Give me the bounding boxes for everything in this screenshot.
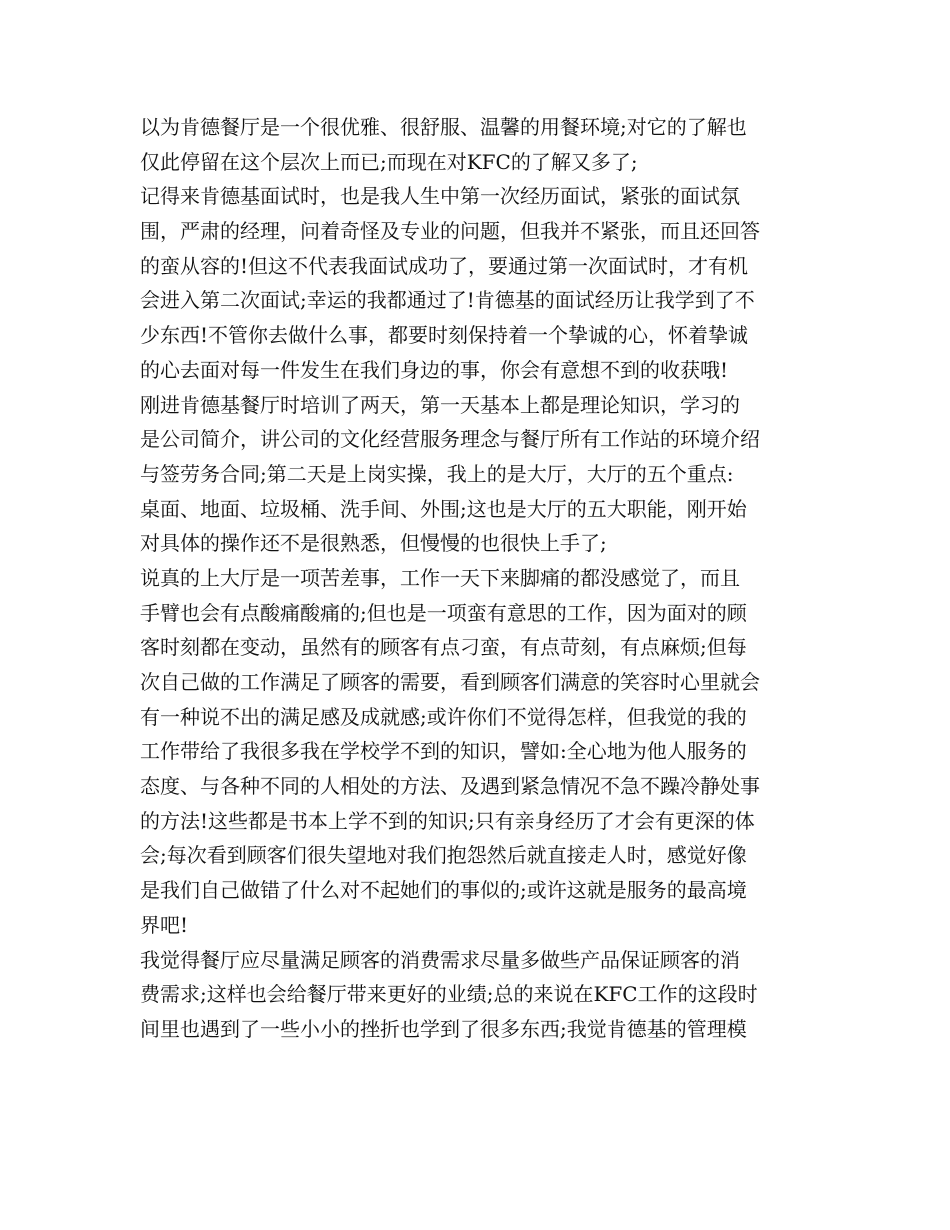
text-line: 围，严肃的经理，问着奇怪及专业的问题，但我并不紧张，而且还回答	[140, 219, 760, 244]
text-line: 会;每次看到顾客们很失望地对我们抱怨然后就直接走人时，感觉好像	[140, 843, 747, 868]
text-line: 客时刻都在变动，虽然有的顾客有点刁蛮，有点苛刻，有点麻烦;但每	[140, 635, 747, 660]
text-line: 态度、与各种不同的人相处的方法、及遇到紧急情况不急不躁冷静处事	[140, 774, 760, 799]
text-line: 的方法!这些都是书本上学不到的知识;只有亲身经历了才会有更深的体	[140, 808, 755, 833]
text-line: 说真的上大厅是一项苦差事，工作一天下来脚痛的都没感觉了，而且	[140, 565, 740, 590]
text-line: 间里也遇到了一些小小的挫折也学到了很多东西;我觉肯德基的管理模	[140, 1016, 747, 1041]
text-line: 手臂也会有点酸痛酸痛的;但也是一项蛮有意思的工作，因为面对的顾	[140, 600, 747, 625]
text-line: 的心去面对每一件发生在我们身边的事，你会有意想不到的收获哦!	[140, 357, 729, 382]
text-line: 对具体的操作还不是很熟悉，但慢慢的也很快上手了;	[140, 531, 607, 556]
text-line: 是公司简介，讲公司的文化经营服务理念与餐厅所有工作站的环境介绍	[140, 427, 760, 452]
text-line: 少东西!不管你去做什么事，都要时刻保持着一个挚诚的心，怀着挚诚	[140, 323, 749, 348]
text-line: 次自己做的工作满足了顾客的需要，看到顾客们满意的笑容时心里就会	[140, 670, 760, 694]
text-line: 费需求;这样也会给餐厅带来更好的业绩;总的来说在KFC工作的这段时	[140, 982, 758, 1007]
text-line: 仅此停留在这个层次上而已;而现在对KFC的了解又多了;	[140, 149, 638, 174]
text-line: 我觉得餐厅应尽量满足顾客的消费需求尽量多做些产品保证顾客的消	[140, 947, 740, 972]
text-line: 与签劳务合同;第二天是上岗实操，我上的是大厅，大厅的五个重点:	[140, 461, 734, 486]
document-body	[140, 110, 820, 1047]
text-line: 桌面、地面、垃圾桶、洗手间、外围;这也是大厅的五大职能，刚开始	[140, 496, 747, 521]
text-line: 记得来肯德基面试时，也是我人生中第一次经历面试，紧张的面试氛	[140, 184, 740, 209]
text-line: 是我们自己做错了什么对不起她们的事似的;或许这就是服务的最高境	[140, 878, 747, 903]
text-line: 工作带给了我很多我在学校学不到的知识，譬如:全心地为他人服务的	[140, 739, 747, 764]
text-line: 刚进肯德基餐厅时培训了两天，第一天基本上都是理论知识，学习的	[140, 392, 740, 417]
text-line: 的蛮从容的!但这不代表我面试成功了，要通过第一次面试时，才有机	[140, 253, 749, 278]
text-line: 有一种说不出的满足感及成就感;或许你们不觉得怎样，但我觉的我的	[140, 704, 747, 729]
text-line: 会进入第二次面试;幸运的我都通过了!肯德基的面试经历让我学到了不	[140, 288, 755, 313]
text-line: 界吧!	[140, 912, 189, 937]
text-line: 以为肯德餐厅是一个很优雅、很舒服、温馨的用餐环境;对它的了解也	[140, 115, 747, 139]
